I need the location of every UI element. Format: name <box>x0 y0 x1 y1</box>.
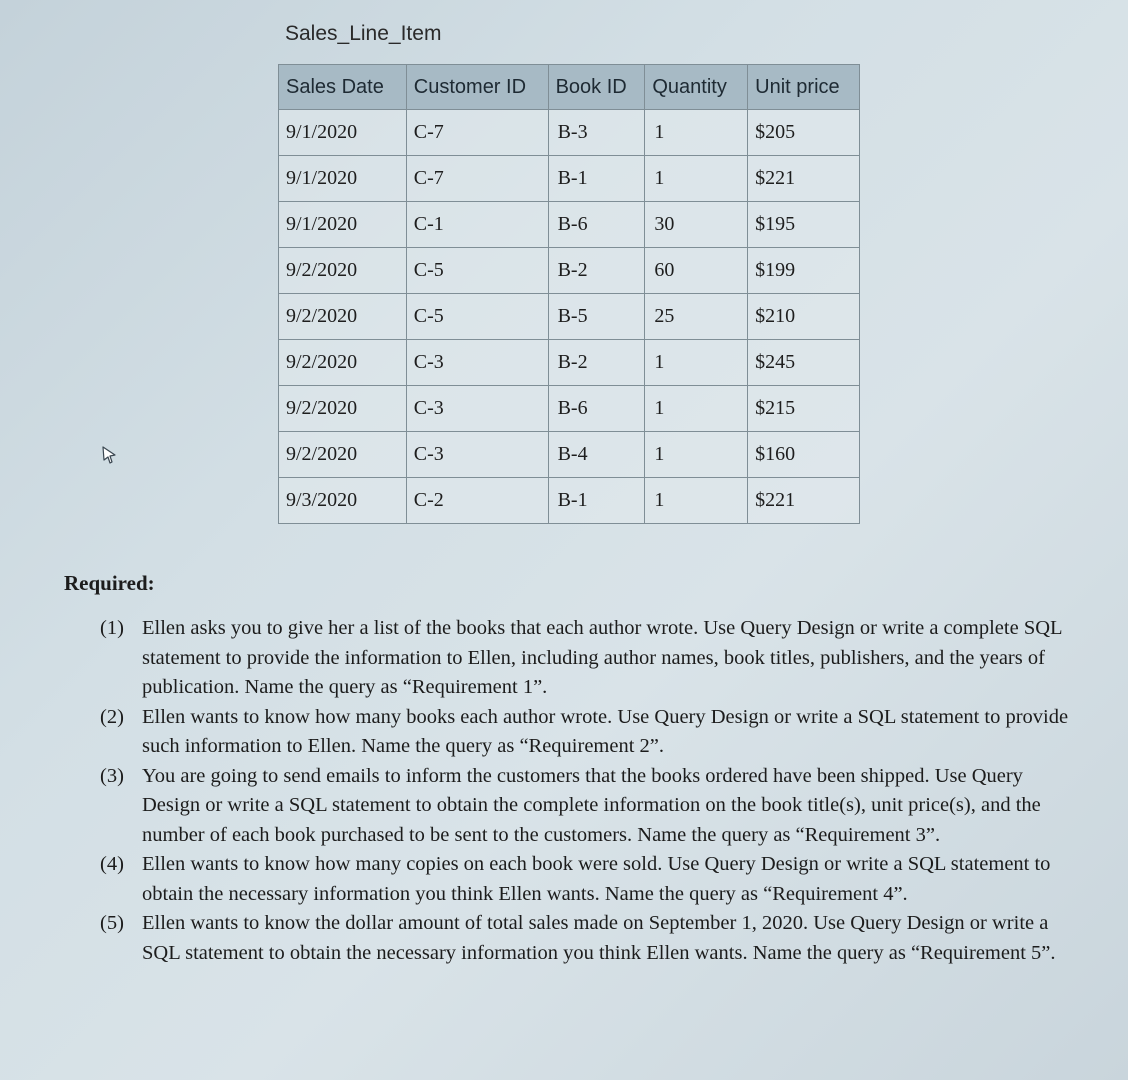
cell-quantity: 25 <box>645 294 748 340</box>
cell-sales-date: 9/1/2020 <box>279 110 407 156</box>
table-row <box>279 432 860 478</box>
cell-quantity: 1 <box>645 478 748 524</box>
cell-unit-price: $205 <box>748 110 860 156</box>
cell-quantity: 1 <box>645 432 748 478</box>
cell-unit-price: $245 <box>748 340 860 386</box>
header-sales-date: Sales Date <box>279 65 407 110</box>
requirement-text: Ellen wants to know the dollar amount of total sales made on September 1, 2020. Use Query Design or write a SQL statement to obtain the necessary information you think Ellen wants. Name the query as “Requirement 5”. <box>142 912 1056 964</box>
cell-quantity: 1 <box>645 110 748 156</box>
requirements-list <box>100 614 1070 968</box>
header-quantity: Quantity <box>645 65 748 110</box>
requirement-number: (1) <box>100 617 124 639</box>
cell-unit-price: $215 <box>748 386 860 432</box>
requirement-text: You are going to send emails to inform the customers that the books ordered have been shipped. Use Query Design or write a SQL statement to obtain the complete information on the book title(s), unit price(s), and the number of each book purchased to be sent to the customers. Name the query as “Requirement 3”. <box>142 764 1041 846</box>
table-row <box>279 248 860 294</box>
cell-quantity: 1 <box>645 340 748 386</box>
cell-sales-date: 9/1/2020 <box>279 156 407 202</box>
requirement-number: (3) <box>100 764 124 787</box>
cell-customer-id: C-7 <box>406 156 548 202</box>
cell-customer-id: C-1 <box>406 202 548 248</box>
table-row <box>279 294 860 340</box>
cell-sales-date: 9/3/2020 <box>279 478 407 524</box>
requirement-number: (5) <box>100 912 124 934</box>
requirement-number: (4) <box>100 853 124 875</box>
mouse-pointer-icon <box>102 446 118 464</box>
cell-book-id: B-1 <box>548 478 645 524</box>
header-unit-price: Unit price <box>748 65 860 110</box>
requirement-item <box>100 909 1070 968</box>
cell-sales-date: 9/2/2020 <box>279 294 407 340</box>
cell-sales-date: 9/2/2020 <box>279 248 407 294</box>
cell-quantity: 1 <box>645 386 748 432</box>
requirement-item <box>100 762 1070 851</box>
requirement-text: Ellen asks you to give her a list of the books that each author wrote. Use Query Design or write a complete SQL statement to provide the information to Ellen, including author names, book titles, publishers, and the years of publication. Name the query as “Requirement 1”. <box>142 617 1062 698</box>
cell-book-id: B-6 <box>548 202 645 248</box>
table-row <box>279 202 860 248</box>
cell-book-id: B-2 <box>548 340 645 386</box>
table-row <box>279 386 860 432</box>
cell-quantity: 60 <box>645 248 748 294</box>
cell-sales-date: 9/2/2020 <box>279 386 407 432</box>
cell-sales-date: 9/1/2020 <box>279 202 407 248</box>
requirement-text: Ellen wants to know how many books each author wrote. Use Query Design or write a SQL statement to provide such information to Ellen. Name the query as “Requirement 2”. <box>142 705 1069 757</box>
cell-unit-price: $199 <box>748 248 860 294</box>
cell-customer-id: C-7 <box>406 110 548 156</box>
required-heading: Required: <box>64 571 155 595</box>
cell-unit-price: $221 <box>748 478 860 524</box>
header-book-id: Book ID <box>548 65 645 110</box>
cell-book-id: B-4 <box>548 432 645 478</box>
cell-book-id: B-1 <box>548 156 645 202</box>
cell-unit-price: $221 <box>748 156 860 202</box>
table-header-row <box>279 65 860 110</box>
cell-quantity: 30 <box>645 202 748 248</box>
table-row <box>279 340 860 386</box>
cell-unit-price: $160 <box>748 432 860 478</box>
table-title: Sales_Line_Item <box>285 22 442 45</box>
cell-sales-date: 9/2/2020 <box>279 432 407 478</box>
cell-sales-date: 9/2/2020 <box>279 340 407 386</box>
requirement-item <box>100 614 1070 703</box>
cell-book-id: B-5 <box>548 294 645 340</box>
sales-line-item-table <box>278 64 860 524</box>
cell-customer-id: C-5 <box>406 248 548 294</box>
cell-unit-price: $210 <box>748 294 860 340</box>
table-row <box>279 478 860 524</box>
header-customer-id: Customer ID <box>406 65 548 110</box>
cell-unit-price: $195 <box>748 202 860 248</box>
cell-book-id: B-3 <box>548 110 645 156</box>
cell-customer-id: C-3 <box>406 340 548 386</box>
cell-quantity: 1 <box>645 156 748 202</box>
cell-customer-id: C-5 <box>406 294 548 340</box>
requirement-item <box>100 850 1070 909</box>
cell-customer-id: C-2 <box>406 478 548 524</box>
cell-book-id: B-2 <box>548 248 645 294</box>
requirement-number: (2) <box>100 705 124 728</box>
requirement-item <box>100 703 1070 762</box>
cell-customer-id: C-3 <box>406 386 548 432</box>
cell-customer-id: C-3 <box>406 432 548 478</box>
cell-book-id: B-6 <box>548 386 645 432</box>
table-row <box>279 110 860 156</box>
table-body <box>279 110 860 524</box>
table-row <box>279 156 860 202</box>
requirement-text: Ellen wants to know how many copies on each book were sold. Use Query Design or write a SQL statement to obtain the necessary information you think Ellen wants. Name the query as “Requirement 4”. <box>142 853 1051 905</box>
